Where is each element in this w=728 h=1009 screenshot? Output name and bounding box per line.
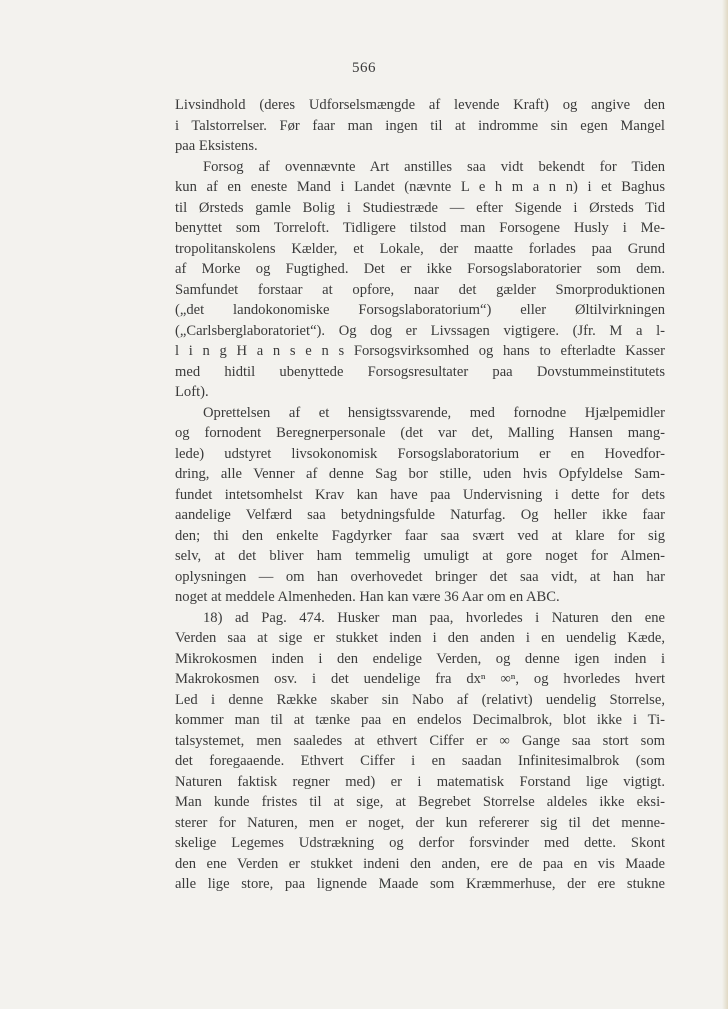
text-line: det foregaaende. Ethvert Ciffer i en saadan Infinitesimalbrok (som: [175, 753, 665, 769]
body-text: [175, 95, 665, 895]
text-line: tropolitanskolens Kælder, et Lokale, der maatte forlades paa Grund: [175, 240, 665, 257]
text-line: talsystemet, men saaledes at ethvert Ciffer er ∞ Gange saa stort som: [175, 732, 665, 749]
text-line: Livsindhold (deres Udforselsmængde af levende Kraft) og angive den: [175, 97, 665, 113]
text-line: Verden saa at sige er stukket inden i den anden i en uendelig Kæde,: [175, 630, 665, 646]
text-line: aandelige Velfærd saa betydningsfulde Naturfag. Og heller ikke faar: [175, 507, 665, 523]
text-line: dring, alle Venner af denne Sag bor stille, uden hvis Opfyldelse Sam-: [175, 466, 665, 482]
text-line: 18) ad Pag. 474. Husker man paa, hvorledes i Naturen den ene: [203, 609, 665, 626]
text-line: Mikrokosmen inden i den endelige Verden, og denne igen inden i: [175, 650, 665, 667]
text-line: den ene Verden er stukket indeni den anden, ere de paa en vis Maade: [175, 855, 665, 872]
text-line: oplysningen — om han overhovedet bringer det saa vidt, at han har: [175, 568, 665, 585]
text-line: og fornodent Beregnerpersonale (det var det, Malling Hansen mang-: [175, 425, 665, 441]
text-line: skelige Legemes Udstrækning og derfor forsvinder med dette. Skont: [175, 835, 665, 851]
text-line: paa Eksistens.: [175, 138, 258, 154]
text-line: noget at meddele Almenheden. Han kan være 36 Aar om en ABC.: [175, 589, 560, 605]
text-line: („det landokonomiske Forsogslaboratorium“) eller Øltilvirkningen: [175, 302, 665, 318]
text-line: Oprettelsen af et hensigtssvarende, med fornodne Hjælpemidler: [203, 404, 665, 421]
text-line: benyttet som Torreloft. Tidligere tilstod man Forsogene Husly i Me-: [175, 220, 665, 236]
text-line: kun af en eneste Mand i Landet (nævnte L e h m a n n) i et Baghus: [175, 179, 665, 195]
text-line: Naturen faktisk regner med) er i matematisk Forstand lige vigtigt.: [175, 773, 665, 790]
text-line: alle lige store, paa lignende Maade som Kræmmerhuse, der ere stukne: [175, 876, 665, 892]
text-line: den; thi den enkelte Fagdyrker faar saa svært ved at klare for sig: [175, 527, 665, 544]
text-line: Man kunde fristes til at sige, at Begrebet Storrelse aldeles ikke eksi-: [175, 794, 665, 810]
text-line: („Carlsberglaboratoriet“). Og dog er Livssagen vigtigere. (Jfr. M a l-: [175, 322, 665, 339]
text-line: sterer for Naturen, men er noget, der kun refererer sig til det menne-: [175, 814, 665, 831]
text-line: l i n g H a n s e n s Forsogsvirksomhed og hans to efterladte Kasser: [175, 343, 665, 359]
text-line: Makrokosmen osv. i det uendelige fra dxⁿ ∞ⁿ, og hvorledes hvert: [175, 671, 665, 687]
text-line: fundet intetsomhelst Krav kan have paa Undervisning i dette for dets: [175, 486, 665, 503]
text-line: med hidtil ubenyttede Forsogsresultater paa Dovstummeinstitutets: [175, 363, 665, 380]
page-edge-shadow: [722, 0, 728, 1009]
text-line: i Talstorrelser. Før faar man ingen til at indromme sin egen Mangel: [175, 117, 665, 134]
text-line: Led i denne Række skaber sin Nabo af (relativt) uendelig Storrelse,: [175, 691, 665, 708]
text-line: Loft).: [175, 384, 209, 400]
text-line: til Ørsteds gamle Bolig i Studiestræde — efter Sigende i Ørsteds Tid: [175, 199, 665, 216]
text-line: selv, at det bliver ham temmelig umuligt at gore noget for Almen-: [175, 548, 665, 564]
text-line: lede) udstyret livsokonomisk Forsogslaboratorium er en Hovedfor-: [175, 445, 665, 462]
text-line: Forsog af ovennævnte Art anstilles saa vidt bekendt for Tiden: [203, 158, 665, 175]
text-line: kommer man til at tænke paa en endelos Decimalbrok, blot ikke i Ti-: [175, 712, 665, 728]
text-line: af Morke og Fugtighed. Det er ikke Forsogslaboratorier som dem.: [175, 261, 665, 277]
text-line: Samfundet forstaar at opfore, naar det gælder Smorproduktionen: [175, 281, 665, 298]
page-number: 566: [352, 60, 376, 76]
